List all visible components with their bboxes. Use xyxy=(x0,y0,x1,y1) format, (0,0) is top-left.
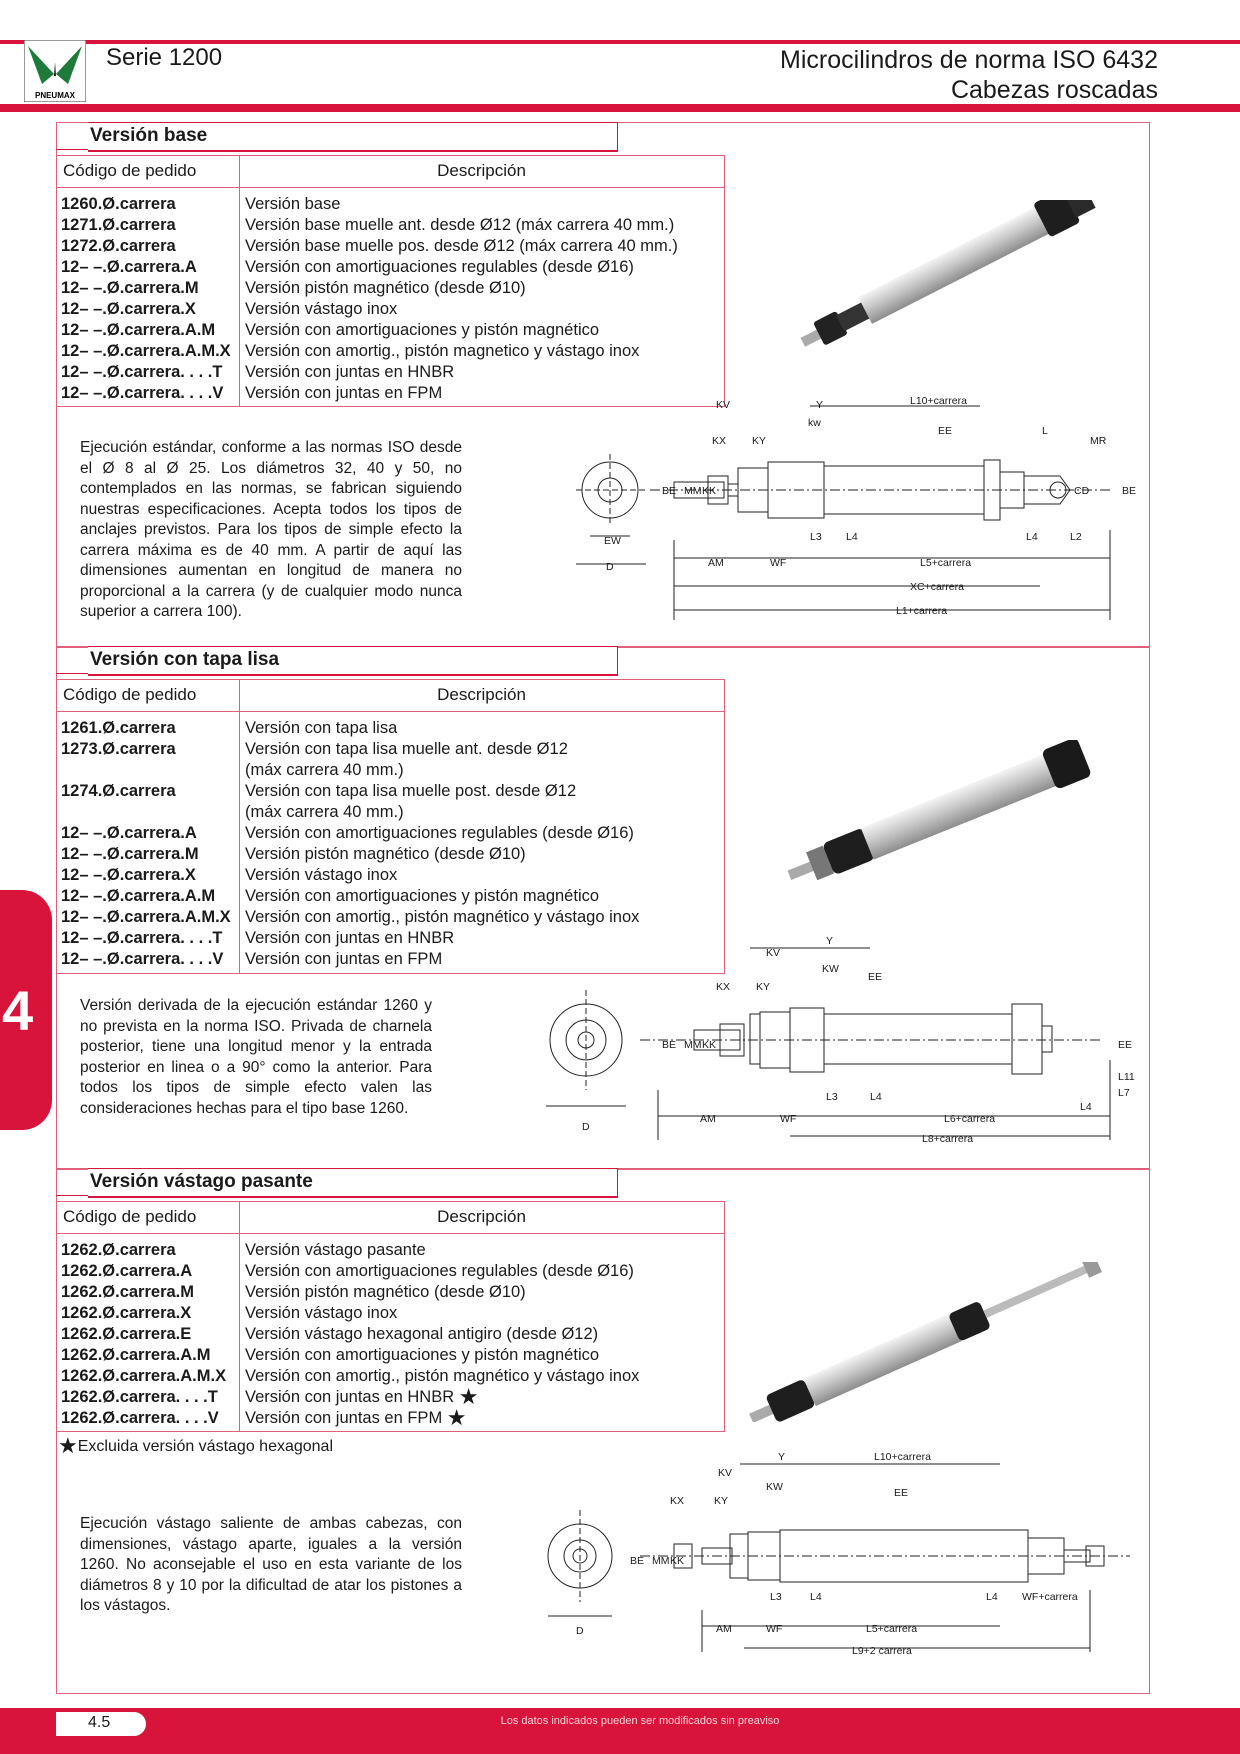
svg-text:L10+carrera: L10+carrera xyxy=(874,1451,931,1463)
svg-text:L7: L7 xyxy=(1118,1087,1130,1099)
svg-text:L6+carrera: L6+carrera xyxy=(944,1113,996,1125)
cylinder-photo-vastago-pasante xyxy=(730,1262,1140,1422)
table-row: 1262.Ø.carrera Versión vástago pasante xyxy=(61,1241,426,1259)
svg-text:L1+carrera: L1+carrera xyxy=(896,605,948,617)
table-row: 1271.Ø.carrera Versión base muelle ant. desde Ø12 (máx carrera 40 mm.) xyxy=(61,216,675,234)
order-table-vastago-pasante xyxy=(56,1201,725,1432)
svg-text:L3: L3 xyxy=(810,531,822,543)
page-number: 4.5 xyxy=(88,1714,111,1731)
svg-text:KY: KY xyxy=(714,1495,729,1507)
dimension-drawing-vastago-pasante xyxy=(530,1450,1140,1670)
chapter-number: 4 xyxy=(2,979,34,1042)
table-row: 1262.Ø.carrera.X Versión vástago inox xyxy=(61,1304,398,1322)
svg-text:AM: AM xyxy=(700,1113,716,1125)
svg-text:WF: WF xyxy=(766,1623,783,1635)
svg-text:L5+carrera: L5+carrera xyxy=(866,1623,918,1635)
table-body xyxy=(57,1234,724,1431)
table-row: 12– –.Ø.carrera.X Versión vástago inox xyxy=(61,300,398,318)
asterisk-star-icon: ★ xyxy=(446,1405,467,1430)
order-table-base xyxy=(56,155,725,407)
svg-text:EW: EW xyxy=(604,535,621,547)
svg-text:KK: KK xyxy=(702,485,717,497)
svg-text:Y: Y xyxy=(826,935,834,947)
table-row: 1274.Ø.carrera Versión con tapa lisa muelle post. desde Ø12 xyxy=(61,782,577,800)
svg-text:KX: KX xyxy=(670,1495,685,1507)
svg-text:L10+carrera: L10+carrera xyxy=(910,395,967,407)
svg-text:MM: MM xyxy=(652,1555,670,1567)
svg-text:MM: MM xyxy=(684,1039,702,1051)
dimension-drawing-base xyxy=(570,390,1150,630)
section-description: Ejecución estándar, conforme a las normas ISO desde el Ø 8 al Ø 25. Los diámetros 32, 40 y 50, no contemplados en las normas, se fabrican siguiendo nuestras especificaciones. Acepta todos los tipos de anclajes previstos. Para los tipos de simple efecto la carrera máxima es de 40 mm. A partir de aquí las dimensiones aumentan en longitud de manera no proporcional a la carrera (y de cualquier modo nunca superior a carrera 100). xyxy=(80,439,462,620)
svg-text:WF: WF xyxy=(770,557,787,569)
svg-text:PNEUMAX: PNEUMAX xyxy=(34,91,76,100)
svg-text:L4: L4 xyxy=(870,1091,882,1103)
section-title-tapa-lisa: Versión con tapa lisa xyxy=(88,646,618,676)
cylinder-photo-base xyxy=(760,200,1130,360)
svg-text:BE: BE xyxy=(662,1039,677,1051)
table-row: 1262.Ø.carrera. . . .V Versión con juntas en FPM ★ xyxy=(61,1405,467,1430)
series-label: Serie 1200 xyxy=(106,44,223,71)
cylinder-photo-tapa-lisa xyxy=(760,740,1130,900)
svg-text:L3: L3 xyxy=(826,1091,838,1103)
column-desc-header: Descripción xyxy=(437,685,526,704)
table-row: 12– –.Ø.carrera.A Versión con amortiguaciones regulables (desde Ø16) xyxy=(61,824,634,842)
column-code-header: Código de pedido xyxy=(63,685,197,704)
footer-disclaimer: Los datos indicados pueden ser modificados sin preaviso xyxy=(500,1715,780,1727)
svg-text:EE: EE xyxy=(938,425,953,437)
svg-text:EE: EE xyxy=(868,971,883,983)
table-row: 1262.Ø.carrera.A.M Versión con amortiguaciones y pistón magnético xyxy=(61,1346,600,1364)
table-row: 12– –.Ø.carrera. . . .V Versión con juntas en FPM xyxy=(61,384,443,402)
svg-text:CD: CD xyxy=(1074,485,1090,497)
table-header xyxy=(57,1202,724,1234)
table-row: (máx carrera 40 mm.) xyxy=(245,761,404,779)
pneumax-logo xyxy=(24,40,86,102)
section-description: Versión derivada de la ejecución estándar 1260 y no prevista en la norma ISO. Privada de charnela posterior, tiene una longitud menor y la entrada posterior en linea o a 90° como la anterior. Para todos los tipos de simple efecto valen las consideraciones hechas para el tipo base 1260. xyxy=(80,997,432,1117)
svg-text:L2: L2 xyxy=(1070,531,1082,543)
table-row: 12– –.Ø.carrera.A.M Versión con amortiguaciones y pistón magnético xyxy=(61,887,600,905)
svg-text:KV: KV xyxy=(716,399,731,411)
svg-text:EE: EE xyxy=(1118,1039,1133,1051)
table-row: 1273.Ø.carrera Versión con tapa lisa muelle ant. desde Ø12 xyxy=(61,740,568,758)
column-desc-header: Descripción xyxy=(437,1207,526,1226)
footnote: ★Excluida versión vástago hexagonal xyxy=(58,1433,334,1458)
dim-label: Y xyxy=(816,399,824,411)
svg-text:L4: L4 xyxy=(810,1591,822,1603)
svg-text:L4: L4 xyxy=(1026,531,1038,543)
table-row: 1262.Ø.carrera. . . .T Versión con juntas en HNBR ★ xyxy=(61,1384,479,1409)
column-desc-header: Descripción xyxy=(437,161,526,180)
svg-text:EE: EE xyxy=(894,1487,909,1499)
svg-text:KY: KY xyxy=(752,435,767,447)
svg-text:L8+carrera: L8+carrera xyxy=(922,1133,974,1145)
svg-text:KX: KX xyxy=(716,981,731,993)
svg-text:AM: AM xyxy=(708,557,724,569)
table-row: 12– –.Ø.carrera.A.M.X Versión con amortig., pistón magnetico y vástago inox xyxy=(61,342,640,360)
header-rule-bottom xyxy=(0,104,1240,112)
svg-text:AM: AM xyxy=(716,1623,732,1635)
svg-text:BE: BE xyxy=(1122,485,1137,497)
svg-text:D: D xyxy=(606,561,614,573)
asterisk-star-icon: ★ xyxy=(58,1433,78,1458)
table-row: 1262.Ø.carrera.A Versión con amortiguaciones regulables (desde Ø16) xyxy=(61,1262,634,1280)
section-title-vastago-pasante: Versión vástago pasante xyxy=(88,1168,618,1198)
table-row: 12– –.Ø.carrera.M Versión pistón magnético (desde Ø10) xyxy=(61,279,526,297)
table-row: 1272.Ø.carrera Versión base muelle pos. desde Ø12 (máx carrera 40 mm.) xyxy=(61,237,678,255)
svg-text:MM: MM xyxy=(684,485,702,497)
column-code-header: Código de pedido xyxy=(63,161,197,180)
table-row: 12– –.Ø.carrera. . . .T Versión con juntas en HNBR xyxy=(61,363,455,381)
table-header xyxy=(57,680,724,712)
page-subtitle: Cabezas roscadas xyxy=(950,76,1158,104)
section-description: Ejecución vástago saliente de ambas cabezas, con dimensiones, vástago aparte, iguales a la versión 1260. No aconsejable el uso en esta variante de los diámetros 8 y 10 por la dificultad de atar los pistones a los vástagos. xyxy=(80,1515,462,1614)
column-code-header: Código de pedido xyxy=(63,1207,197,1226)
svg-text:KX: KX xyxy=(712,435,727,447)
table-row: 1261.Ø.carrera Versión con tapa lisa xyxy=(61,719,398,737)
svg-text:WF+carrera: WF+carrera xyxy=(1022,1591,1078,1603)
svg-text:BE: BE xyxy=(630,1555,645,1567)
page-number-badge xyxy=(56,1712,146,1736)
table-row: 12– –.Ø.carrera.A Versión con amortiguaciones regulables (desde Ø16) xyxy=(61,258,634,276)
svg-text:kw: kw xyxy=(808,417,821,429)
svg-text:KV: KV xyxy=(766,947,781,959)
svg-text:L4: L4 xyxy=(986,1591,998,1603)
table-row: 12– –.Ø.carrera. . . .V Versión con juntas en FPM xyxy=(61,950,443,968)
svg-text:L5+carrera: L5+carrera xyxy=(920,557,972,569)
svg-text:L: L xyxy=(1042,425,1048,437)
svg-text:KK: KK xyxy=(670,1555,685,1567)
svg-text:WF: WF xyxy=(780,1113,797,1125)
dimension-drawing-tapa-lisa xyxy=(540,930,1140,1150)
table-body xyxy=(57,188,724,406)
table-row: 1262.Ø.carrera.E Versión vástago hexagonal antigiro (desde Ø12) xyxy=(61,1325,599,1343)
svg-text:KY: KY xyxy=(756,981,771,993)
table-header xyxy=(57,156,724,188)
svg-text:KV: KV xyxy=(718,1467,733,1479)
svg-text:L4: L4 xyxy=(1080,1101,1092,1113)
table-row: (máx carrera 40 mm.) xyxy=(245,803,404,821)
svg-text:D: D xyxy=(582,1121,590,1133)
svg-text:KK: KK xyxy=(702,1039,717,1051)
table-row: 12– –.Ø.carrera.X Versión vástago inox xyxy=(61,866,398,884)
svg-text:L3: L3 xyxy=(770,1591,782,1603)
svg-text:Y: Y xyxy=(778,1451,786,1463)
table-row: 12– –.Ø.carrera.A.M Versión con amortiguaciones y pistón magnético xyxy=(61,321,600,339)
svg-text:KW: KW xyxy=(766,1481,783,1493)
svg-text:D: D xyxy=(576,1625,584,1637)
svg-text:KW: KW xyxy=(822,963,839,975)
svg-text:L4: L4 xyxy=(846,531,858,543)
asterisk-star-icon: ★ xyxy=(458,1384,479,1409)
page-title: Microcilindros de norma ISO 6432 xyxy=(780,46,1158,74)
chapter-tab[interactable] xyxy=(0,890,52,1130)
table-row: 1260.Ø.carrera Versión base xyxy=(61,195,341,213)
table-row: 12– –.Ø.carrera.A.M.X Versión con amortig., pistón magnético y vástago inox xyxy=(61,908,640,926)
table-row: 1262.Ø.carrera.M Versión pistón magnético (desde Ø10) xyxy=(61,1283,526,1301)
svg-text:L9+2 carrera: L9+2 carrera xyxy=(852,1645,912,1657)
table-row: 12– –.Ø.carrera.M Versión pistón magnético (desde Ø10) xyxy=(61,845,526,863)
svg-text:MR: MR xyxy=(1090,435,1107,447)
svg-text:BE: BE xyxy=(662,485,677,497)
table-row: 12– –.Ø.carrera. . . .T Versión con juntas en HNBR xyxy=(61,929,455,947)
svg-text:XC+carrera: XC+carrera xyxy=(910,581,964,593)
table-row: 1262.Ø.carrera.A.M.X Versión con amortig., pistón magnético y vástago inox xyxy=(61,1367,640,1385)
section-title-base: Versión base xyxy=(88,122,618,152)
svg-text:L11: L11 xyxy=(1118,1071,1135,1083)
